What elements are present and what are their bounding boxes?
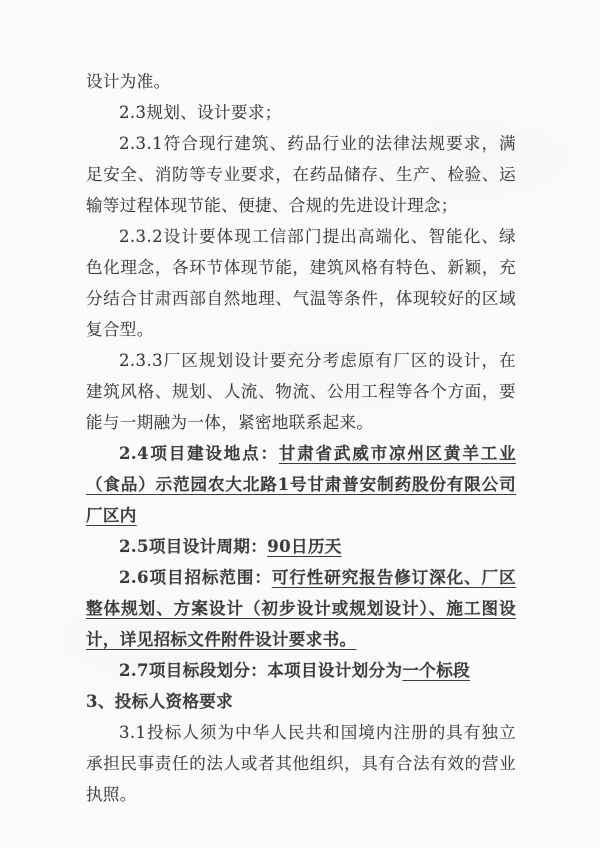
paragraph-carryover — [86, 66, 516, 97]
clause-label: 2.4项目建设地点： — [119, 444, 279, 463]
heading-3-bidder-qualifications — [86, 686, 516, 717]
clause-2-6-bid-scope — [86, 562, 516, 655]
clause-2-3-1 — [86, 128, 516, 221]
heading-2-3 — [86, 97, 516, 128]
clause-label: 2.6项目招标范围： — [119, 568, 272, 587]
clause-2-3-3 — [86, 345, 516, 438]
clause-value-underlined: 甘肃省武威市凉州区黄羊工业（食品）示范园农大北路1号甘肃普安制药股份有限公司厂区内 — [86, 444, 516, 525]
clause-value-underlined: 可行性研究报告修订深化、厂区整体规划、方案设计（初步设计或规划设计）、施工图设计，详见招标文件附件设计要求书。 — [86, 568, 516, 649]
clause-2-3-2 — [86, 221, 516, 345]
clause-3-1 — [86, 717, 516, 810]
clause-2-5-design-period — [86, 531, 516, 562]
clause-2-4-location — [86, 438, 516, 531]
document-body — [86, 66, 516, 810]
heading-text: 3、投标人资格要求 — [86, 692, 234, 711]
clause-value-underlined: 一个标段 — [402, 661, 471, 680]
paragraph-text: 设计为准。 — [86, 72, 171, 91]
clause-value-underlined: 90日历天 — [267, 537, 342, 556]
clause-text: 2.3.1符合现行建筑、药品行业的法律法规要求，满足安全、消防等专业要求，在药品储存、生产、检验、运输等过程体现节能、便捷、合规的先进设计理念； — [86, 134, 516, 215]
heading-text: 2.3规划、设计要求； — [119, 103, 282, 122]
clause-label: 2.7项目标段划分：本项目设计划分为 — [119, 661, 403, 680]
clause-label: 2.5项目设计周期： — [119, 537, 268, 556]
clause-2-7-sections — [86, 655, 516, 686]
clause-text: 2.3.2设计要体现工信部门提出高端化、智能化、绿色化理念，各环节体现节能，建筑风格有特色、新颖，充分结合甘肃西部自然地理、气温等条件，体现较好的区域复合型。 — [86, 227, 516, 339]
clause-text: 3.1投标人须为中华人民共和国境内注册的具有独立承担民事责任的法人或者其他组织，具有合法有效的营业执照。 — [86, 723, 516, 804]
clause-text: 2.3.3厂区规划设计要充分考虑原有厂区的设计，在建筑风格、规划、人流、物流、公用工程等各个方面，要能与一期融为一体，紧密地联系起来。 — [86, 351, 516, 432]
